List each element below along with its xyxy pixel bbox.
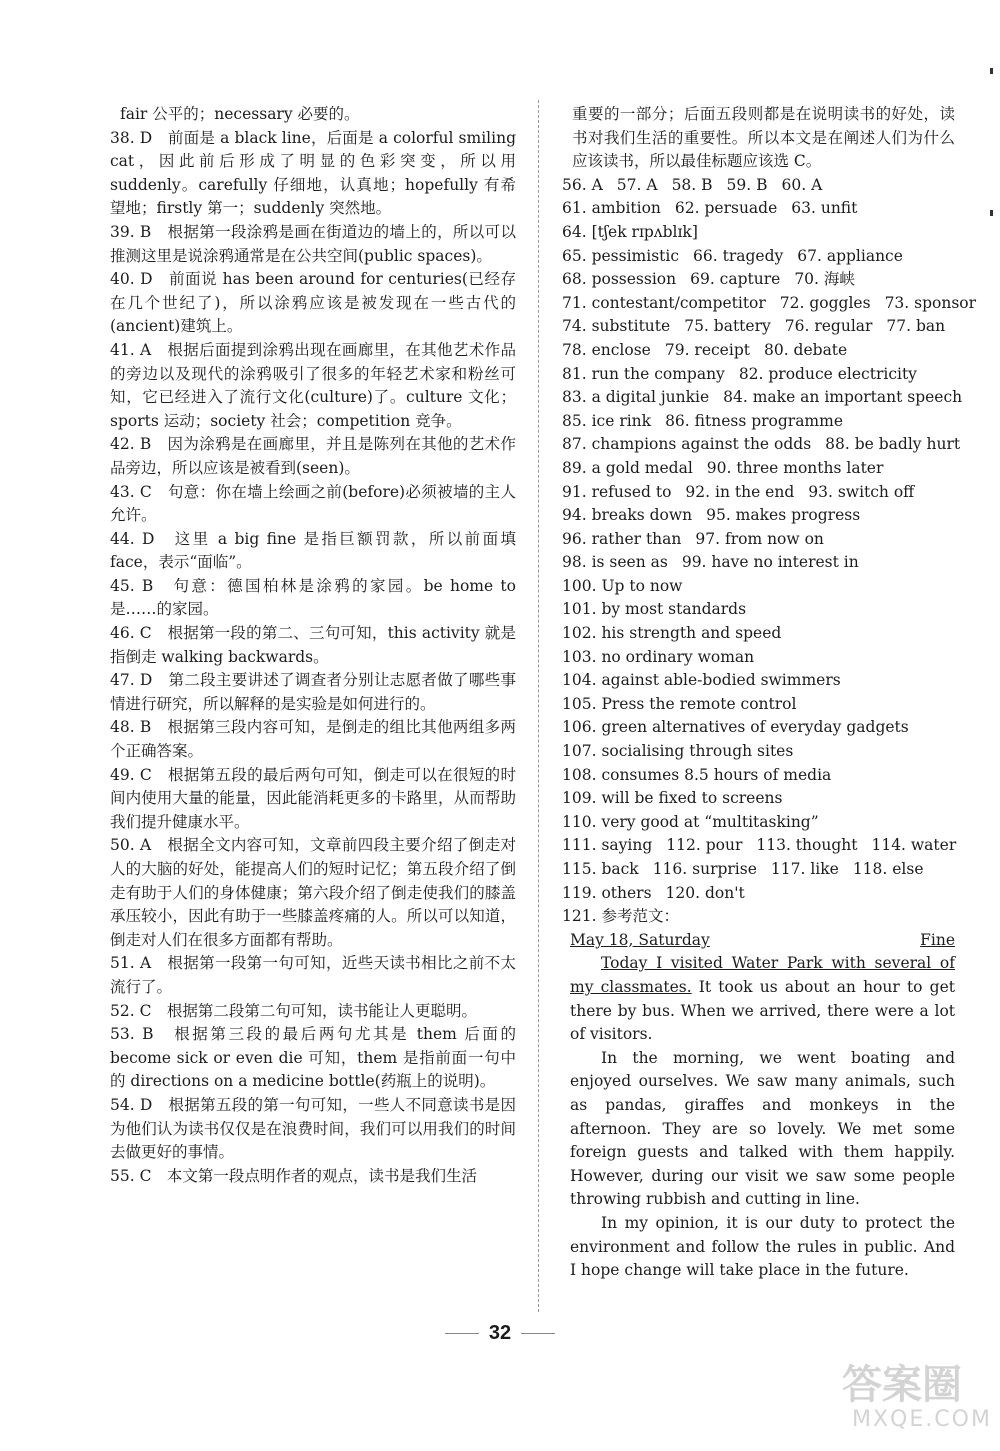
answer-cell: 110. very good at “multitasking” — [562, 812, 819, 831]
answer-cell: 63. unfit — [791, 199, 858, 218]
answer-text: 53. B 根据第三段的最后两句尤其是 them 后面的 become sick or even die 可知，them 是指前面一句中的 directions on a medicine bottle(药瓶上的说明)。 — [110, 1025, 516, 1091]
answer-cell: 92. in the end — [685, 482, 795, 501]
answer-item-50 — [110, 834, 516, 952]
answer-cell: 120. don't — [665, 883, 745, 902]
answer-item-43 — [110, 481, 516, 528]
answer-row — [562, 598, 955, 622]
answer-cell: 69. capture — [690, 270, 781, 289]
answer-row — [562, 410, 955, 434]
answer-row — [562, 716, 955, 740]
answer-text: 41. A 根据后面提到涂鸦出现在画廊里，在其他艺术作品的旁边以及现代的涂鸦吸引了很多的年轻艺术家和粉丝可知，它已经进入了流行文化(culture)了。culture 文化；sports 运动；society 社会；competition 竞争。 — [110, 340, 516, 430]
answer-row — [562, 811, 955, 835]
answer-item-38 — [110, 127, 516, 221]
answer-text: 47. D 第二段主要讲述了调查者分别让志愿者做了哪些事情进行研究，所以解释的是实验是如何进行的。 — [110, 671, 516, 713]
answer-cell: 102. his strength and speed — [562, 624, 782, 643]
answer-cell: 59. B — [726, 175, 768, 194]
answer-row — [562, 481, 955, 505]
answer-row — [562, 669, 955, 693]
essay-paragraph-1 — [570, 952, 955, 1046]
answer-text: 42. B 因为涂鸦是在画廊里，并且是陈列在其他的艺术作品旁边，所以应该是被看到(seen)。 — [110, 435, 516, 477]
answer-row — [562, 315, 955, 339]
answer-item-39 — [110, 221, 516, 268]
page-number-dash-left — [445, 1333, 479, 1334]
answer-cell: 115. back — [562, 860, 639, 878]
column-divider — [538, 100, 539, 1312]
answer-cell: 99. have no interest in — [681, 553, 859, 572]
answer-row — [562, 528, 955, 552]
answer-item-top — [110, 103, 516, 127]
answer-row — [562, 504, 955, 528]
answer-row — [562, 740, 955, 764]
answer-cell: 84. make an important speech — [723, 388, 963, 407]
answer-cell: 72. goggles — [779, 293, 871, 312]
answer-text: 38. D 前面是 a black line，后面是 a colorful smiling cat，因此前后形成了明显的色彩突变，所以用 suddenly。carefully 仔细地，认真地；hopefully 有希望地；firstly 第一；suddenly 突然地。 — [110, 128, 516, 218]
answer-cell: 95. makes progress — [706, 506, 861, 525]
answer-cell: 103. no ordinary woman — [562, 647, 755, 666]
answer-row — [562, 221, 955, 245]
answer-item-41 — [110, 339, 516, 433]
essay-paragraph-3: In my opinion, it is our duty to protect the environment and follow the rules in public. And I hope change will take place in the future. — [570, 1213, 955, 1280]
answer-item-51 — [110, 952, 516, 999]
answer-row — [562, 646, 955, 670]
answer-item-52 — [110, 1000, 516, 1024]
answer-continuation: 重要的一部分；后面五段则都是在说明读书的好处，读书对我们生活的重要性。所以本文是在阐述人们为什么应该读书，所以最佳标题应该选 C。 — [572, 105, 955, 171]
answer-cell: 56. A — [562, 175, 603, 194]
answer-text: 40. D 前面说 has been around for centuries(已经存在几个世纪了)，所以涂鸦应该是被发现在一些古代的(ancient)建筑上。 — [110, 270, 516, 336]
answer-row — [562, 433, 961, 457]
answer-cell: 97. from now on — [695, 529, 824, 548]
answer-row — [562, 905, 955, 929]
answer-cell: 104. against able-bodied swimmers — [562, 671, 841, 690]
answer-item-54 — [110, 1094, 516, 1165]
answer-row — [562, 386, 963, 410]
answer-cell: 88. be badly hurt — [825, 435, 961, 454]
answer-row — [562, 622, 955, 646]
answer-cell: 83. a digital junkie — [562, 388, 710, 407]
answer-text: 39. B 根据第一段涂鸦是画在街道边的墙上的，所以可以推测这里是说涂鸦通常是在公共空间(public spaces)。 — [110, 222, 516, 265]
answer-cell: 114. water — [871, 836, 957, 855]
answer-item-55 — [110, 1165, 516, 1189]
page-number — [0, 1322, 1000, 1345]
answer-cell: 66. tragedy — [693, 246, 784, 265]
answer-row — [562, 292, 977, 316]
answer-cell: 75. battery — [684, 317, 771, 336]
answer-item-44 — [110, 528, 516, 575]
answer-cell: 60. A — [781, 175, 823, 194]
answer-cell: 109. will be fixed to screens — [562, 789, 783, 808]
answer-cell: 78. enclose — [562, 340, 651, 359]
answer-cell: 81. run the company — [562, 364, 725, 383]
answer-row — [562, 363, 955, 387]
answer-cell: 64. [tʃek rɪpʌblɪk] — [562, 222, 698, 241]
answer-text: 43. C 句意：你在墙上绘画之前(before)必须被墙的主人允许。 — [110, 482, 516, 525]
answer-cell: 70. 海峡 — [794, 270, 855, 289]
answer-cell: 113. thought — [756, 836, 858, 855]
answer-item-45 — [110, 575, 516, 622]
answer-cell: 62. persuade — [674, 199, 778, 218]
answer-cell: 116. surprise — [652, 860, 757, 878]
answer-row — [562, 268, 955, 292]
answer-cell: 89. a gold medal — [562, 458, 693, 477]
answer-text: 49. C 根据第五段的最后两句可知，倒走可以在很短的时间内使用大量的能量，因此能消耗更多的卡路里，从而帮助我们提升健康水平。 — [110, 765, 516, 831]
answer-cell: 107. socialising through sites — [562, 742, 794, 761]
answer-item-47 — [110, 669, 516, 716]
answer-cell: 111. saying — [562, 836, 653, 855]
answer-text: 52. C 根据第二段第二句可知，读书能让人更聪明。 — [110, 1001, 477, 1020]
answer-text: 46. C 根据第一段的第二、三句可知，this activity 就是指倒走 walking backwards。 — [110, 624, 516, 666]
answer-cell: 79. receipt — [664, 340, 750, 359]
answer-item-48 — [110, 716, 516, 763]
answer-cell: 98. is seen as — [562, 553, 668, 572]
answer-text: 55. C 本文第一段点明作者的观点，读书是我们生活 — [110, 1166, 477, 1185]
answer-cell: 68. possession — [562, 270, 677, 289]
right-column — [562, 103, 977, 1283]
answer-rows — [562, 174, 977, 929]
answer-cell: 112. pour — [666, 836, 743, 855]
watermark-logo — [822, 1353, 992, 1443]
essay-weather: Fine — [920, 930, 955, 949]
answer-cell: 65. pessimistic — [562, 246, 680, 265]
answer-item-53 — [110, 1023, 516, 1094]
essay-date: May 18, Saturday — [570, 930, 710, 949]
answer-cell: 86. fitness programme — [665, 411, 844, 430]
answer-item-49 — [110, 764, 516, 835]
watermark-title: 答案圈 — [842, 1362, 962, 1408]
answer-cell: 82. produce electricity — [738, 364, 917, 383]
answer-row — [562, 693, 955, 717]
answer-cell: 61. ambition — [562, 199, 661, 218]
answer-text: 51. A 根据第一段第一句可知，近些天读书相比之前不太流行了。 — [110, 954, 516, 996]
answer-row — [562, 339, 955, 363]
answer-cell: 117. like — [770, 860, 839, 878]
answer-cell: 121. 参考范文： — [562, 907, 679, 926]
answer-item-40 — [110, 268, 516, 339]
page-number-value: 32 — [488, 1322, 512, 1344]
essay-paragraph-2: In the morning, we went boating and enjoyed ourselves. We saw many animals, such as pandas, giraffes and monkeys in the afternoon. They are so lovely. We met some foreign guests and talked with them happily. However, during our visit we saw some people throwing rubbish and cutting in line. — [570, 1048, 955, 1209]
answer-row — [562, 457, 955, 481]
answer-cell: 57. A — [616, 175, 658, 194]
answer-cell: 94. breaks down — [562, 506, 693, 525]
answer-cell: 108. consumes 8.5 hours of media — [562, 765, 832, 784]
answer-row — [562, 174, 955, 198]
answer-cell: 58. B — [671, 175, 713, 194]
answer-cell: 96. rather than — [562, 529, 682, 548]
answer-text: 44. D 这里 a big fine 是指巨额罚款，所以前面填 face，表示“面临”。 — [110, 529, 516, 572]
answer-cell: 67. appliance — [797, 246, 903, 265]
answer-text: 50. A 根据全文内容可知，文章前四段主要介绍了倒走对人的大脑的好处，能提高人们的短时记忆；第五段介绍了倒走有助于人们的身体健康；第六段介绍了倒走使我们的膝盖承压较小，因此有助于一些膝盖疼痛的人。所以可以知道，倒走对人们在很多方面都有帮助。 — [110, 836, 516, 949]
answer-cell: 119. others — [562, 883, 652, 902]
answer-cell: 118. else — [852, 860, 924, 878]
answer-cell: 71. contestant/competitor — [562, 293, 766, 312]
answer-row — [562, 764, 955, 788]
answer-text: fair 公平的；necessary 必要的。 — [120, 105, 360, 123]
answer-row — [562, 882, 955, 906]
essay-underlined-sentence: Today I visited Water Park with several of my classmates. — [570, 954, 955, 996]
answer-cell: 80. debate — [763, 340, 848, 359]
essay-heading — [570, 929, 955, 953]
answer-text: 54. D 根据第五段的第一句可知，一些人不同意读书是因为他们认为读书仅仅是在浪费时间，我们可以用我们的时间去做更好的事情。 — [110, 1095, 516, 1162]
answer-row — [562, 787, 955, 811]
answer-row — [562, 575, 955, 599]
answer-cell: 73. sponsor — [884, 293, 977, 312]
answer-cell: 93. switch off — [808, 482, 915, 501]
answer-cell: 85. ice rink — [562, 411, 652, 430]
left-column — [110, 103, 516, 1188]
answer-row — [562, 197, 955, 221]
answer-cell: 105. Press the remote control — [562, 694, 797, 713]
answer-row — [562, 834, 955, 858]
watermark-url: MXQE.COM — [852, 1407, 992, 1432]
answer-item-42 — [110, 433, 516, 480]
essay-paragraph-1-rest: It took us about an hour to get there by bus. When we arrived, there were a lot of visitors. — [570, 977, 955, 1044]
answer-cell: 106. green alternatives of everyday gadgets — [562, 718, 909, 737]
answer-cell: 101. by most standards — [562, 600, 747, 619]
sample-essay — [562, 929, 955, 1283]
answer-cell: 100. Up to now — [562, 576, 683, 595]
answer-cell: 77. ban — [886, 317, 946, 336]
answer-text: 48. B 根据第三段内容可知，是倒走的组比其他两组多两个正确答案。 — [110, 718, 516, 761]
answer-row — [562, 858, 955, 882]
answer-text: 45. B 句意：德国柏林是涂鸦的家园。be home to 是……的家园。 — [110, 576, 516, 619]
scan-mark — [990, 68, 993, 74]
answer-cell: 74. substitute — [562, 317, 671, 336]
answer-row — [562, 245, 955, 269]
answer-item-46 — [110, 622, 516, 669]
answer-cell: 90. three months later — [706, 458, 884, 477]
page-number-dash-right — [521, 1333, 555, 1334]
answer-cell: 91. refused to — [562, 482, 672, 501]
answer-cell: 76. regular — [784, 317, 873, 336]
scan-mark — [990, 210, 993, 216]
answer-cell: 87. champions against the odds — [562, 435, 812, 454]
answer-row — [562, 551, 955, 575]
